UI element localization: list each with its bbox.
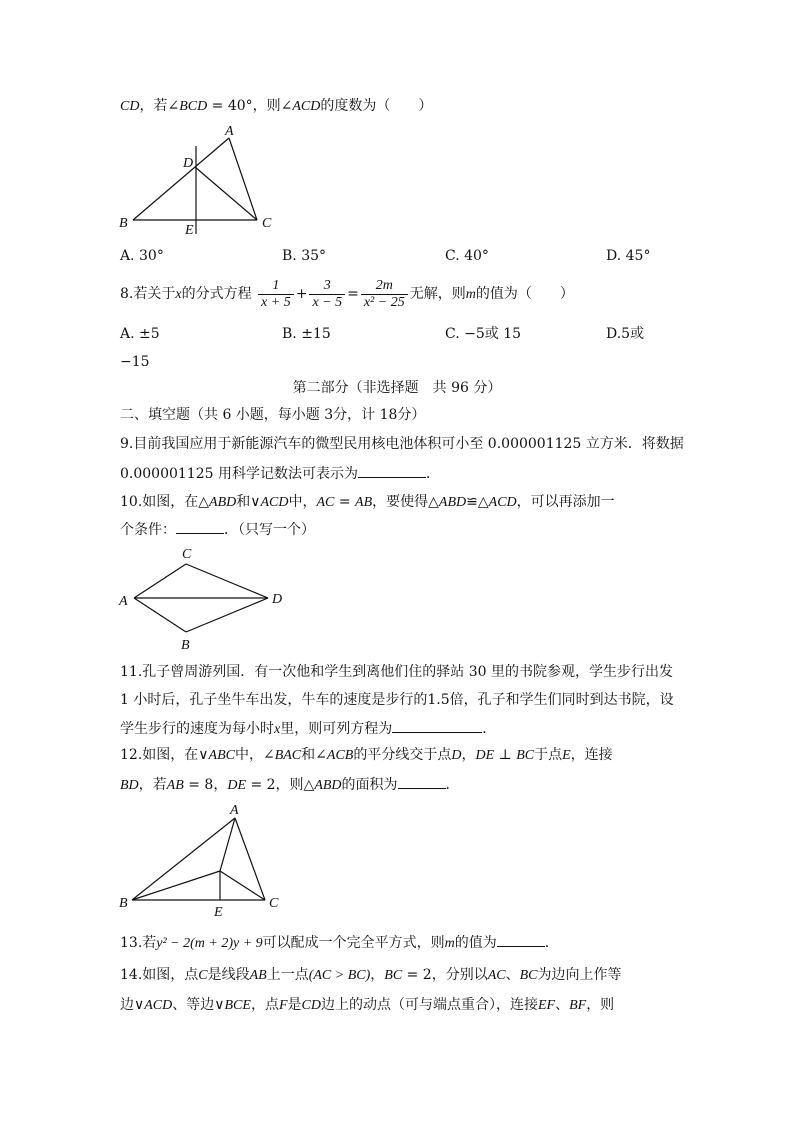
q7-text: ACD: [292, 99, 321, 114]
q14-line2: [120, 995, 614, 1016]
q10-text: ABD: [438, 495, 467, 510]
q13-end: ．: [544, 935, 559, 951]
q10-text: 和∨: [236, 494, 261, 510]
q8-option-c[interactable]: C. −5或 15: [445, 326, 522, 342]
q8-f1-num: 1: [258, 278, 294, 295]
q10-text: AB: [355, 495, 373, 510]
q12-text: BD: [120, 778, 139, 793]
q10-text: AC: [316, 495, 335, 510]
q14-text: EF: [537, 998, 556, 1013]
q9-end: ．: [425, 466, 440, 482]
q12-text: ACB: [326, 748, 354, 763]
q13-text: 的值为: [454, 935, 497, 951]
q12-text: 的平分线交于点: [353, 747, 452, 763]
q10-label-b: B: [181, 638, 190, 653]
q8-eq: =: [347, 286, 359, 302]
q8-option-b[interactable]: B. ±15: [282, 326, 331, 342]
q12-text: BC: [516, 748, 535, 763]
q12-text: ，若: [138, 777, 167, 793]
q8-var: x: [175, 287, 182, 302]
q10-text: ACD: [260, 495, 289, 510]
q13-var: m: [444, 936, 455, 951]
q8-text: 的分式方程: [181, 286, 252, 302]
q8-text: 的值为（ ）: [475, 286, 574, 302]
q12-label-b: B: [119, 896, 128, 911]
q14-line1: [120, 965, 622, 986]
q12-text: ABD: [314, 778, 342, 793]
q8-text: 8.若关于: [120, 286, 176, 302]
q9-text: 0.000001125 用科学记数法可表示为: [120, 466, 358, 482]
q10-text: ，可以再添加一: [516, 494, 615, 510]
q11-var: x: [274, 722, 281, 737]
q8-f1-den: x + 5: [261, 294, 291, 310]
q14-text: F: [278, 998, 288, 1013]
q7-text: CD: [120, 99, 140, 114]
q12-text: E: [562, 748, 571, 763]
q12-label-c: C: [269, 896, 279, 911]
q12-text: ABC: [208, 748, 235, 763]
q14-text: CD: [301, 998, 321, 1013]
q10-text: ≌△: [466, 494, 489, 510]
q10-text: 个条件：: [120, 522, 176, 538]
q8-plus: +: [295, 286, 308, 302]
q8-option-a[interactable]: A. ±5: [120, 326, 160, 342]
q12-text: ⊥: [494, 747, 517, 763]
q14-text: BCE: [224, 998, 251, 1013]
q10-text: ACD: [488, 495, 517, 510]
q7-label-d: D: [183, 156, 194, 171]
q14-text: 上一点: [266, 967, 309, 983]
q12-text: 12.如图，在∨: [120, 747, 209, 763]
q14-text: 边∨: [120, 997, 145, 1013]
q8-f3-num: 2m: [361, 278, 408, 295]
q10-label-a: A: [119, 594, 128, 609]
q7-label-e: E: [185, 223, 194, 238]
q14-text: ，点: [250, 997, 279, 1013]
q11-text: 学生步行的速度为每小时: [120, 721, 274, 737]
q8-option-d[interactable]: D.5或: [606, 326, 645, 342]
q10-label-d: D: [272, 592, 283, 607]
q13-answer-blank[interactable]: [497, 932, 545, 947]
q10-text: ．（只写一个）: [224, 522, 315, 538]
q14-text: AC: [487, 968, 506, 983]
q10-text: ，要使得△: [372, 494, 439, 510]
q8-var: m: [465, 287, 476, 302]
q7-option-d[interactable]: D. 45°: [606, 248, 651, 264]
q7-option-a[interactable]: A. 30°: [120, 248, 164, 264]
q7-option-b[interactable]: B. 35°: [282, 248, 327, 264]
q7-text: 的度数为（ ）: [320, 98, 433, 114]
q11-text: 里，则可列方程为: [280, 721, 393, 737]
q10-text: 10.如图，在△: [120, 494, 210, 510]
q11-end: ．: [482, 721, 497, 737]
q14-text: 、: [555, 997, 570, 1013]
q8-f2-den: x − 5: [312, 294, 343, 310]
q14-text: BF: [569, 998, 587, 1013]
q7-text: ，若∠: [139, 98, 180, 114]
q12-text: ，连接: [570, 747, 613, 763]
q12-label-a: A: [230, 803, 239, 818]
q9-line1: 9.目前我国应用于新能源汽车的微型民用核电池体积可小至 0.000001125 立方米．将数据: [120, 436, 684, 452]
q14-text: 为边向上作等: [537, 967, 622, 983]
q14-text: ACD: [144, 998, 173, 1013]
q8-f3-den: x² − 25: [363, 294, 405, 310]
q11-line2: 1 小时后，孔子坐牛车出发，牛车的速度是步行的1.5倍，孔子和学生们同时到达书院，设: [120, 692, 674, 708]
q14-text: BC: [519, 968, 538, 983]
q13-text: 13.若: [120, 935, 157, 951]
q12-end: ．: [445, 777, 460, 793]
q12-text: DE: [227, 778, 246, 793]
q12-text: 于点: [534, 747, 563, 763]
q10-label-c: C: [182, 547, 192, 562]
q7-text: = 40°，则∠: [207, 98, 293, 114]
q10-text: 中，: [288, 494, 317, 510]
q14-text: = 2，分别以: [402, 967, 488, 983]
q7-text: BCD: [179, 99, 208, 114]
q14-text: 、等边∨: [172, 997, 225, 1013]
q12-label-e: E: [214, 905, 223, 920]
q12-text: 中，∠: [234, 747, 275, 763]
q8-option-d-cont: −15: [120, 354, 150, 370]
q12-text: AB: [166, 778, 184, 793]
q13-line: [120, 932, 559, 954]
q7-option-c[interactable]: C. 40°: [445, 248, 489, 264]
q14-text: 是: [287, 997, 302, 1013]
section-title: 第二部分（非选择题 共 96 分）: [292, 380, 502, 396]
q8-text: 无解，则: [409, 286, 466, 302]
q12-text: BAC: [274, 748, 302, 763]
q12-text: 的面积为: [341, 777, 398, 793]
q14-text: ，则: [586, 997, 615, 1013]
q8-f2-num: 3: [309, 278, 345, 295]
q7-label-c: C: [262, 216, 272, 231]
q7-label-a: A: [225, 124, 234, 139]
q11-line1: 11.孔子曾周游列国．有一次他和学生到离他们住的驿站 30 里的书院参观，学生步行出发: [120, 664, 673, 680]
q14-text: C: [198, 968, 208, 983]
q14-text: BC: [384, 968, 403, 983]
q12-text: 和∠: [301, 747, 327, 763]
q14-text: ，: [370, 967, 385, 983]
section-heading: 二、填空题（共 6 小题，每小题 3分，计 18分）: [120, 407, 426, 423]
q13-text: 可以配成一个完全平方式，则: [262, 935, 445, 951]
q12-text: ，: [461, 747, 476, 763]
q13-expr: y² − 2(m + 2)y + 9: [156, 936, 263, 951]
q10-text: =: [334, 494, 356, 510]
q14-text: 14.如图，点: [120, 967, 199, 983]
q14-text: (AC > BC): [308, 968, 371, 983]
q12-text: = 8，: [183, 777, 228, 793]
q12-text: D: [451, 748, 462, 763]
q14-text: AB: [249, 968, 267, 983]
q7-label-b: B: [119, 216, 128, 231]
q14-text: 边上的动点（可与端点重合），连接: [320, 997, 538, 1013]
q14-text: 、: [505, 967, 520, 983]
q10-text: ABD: [209, 495, 237, 510]
q12-text: DE: [475, 748, 495, 763]
q14-text: 是线段: [207, 967, 250, 983]
q12-text: = 2，则△: [246, 777, 315, 793]
